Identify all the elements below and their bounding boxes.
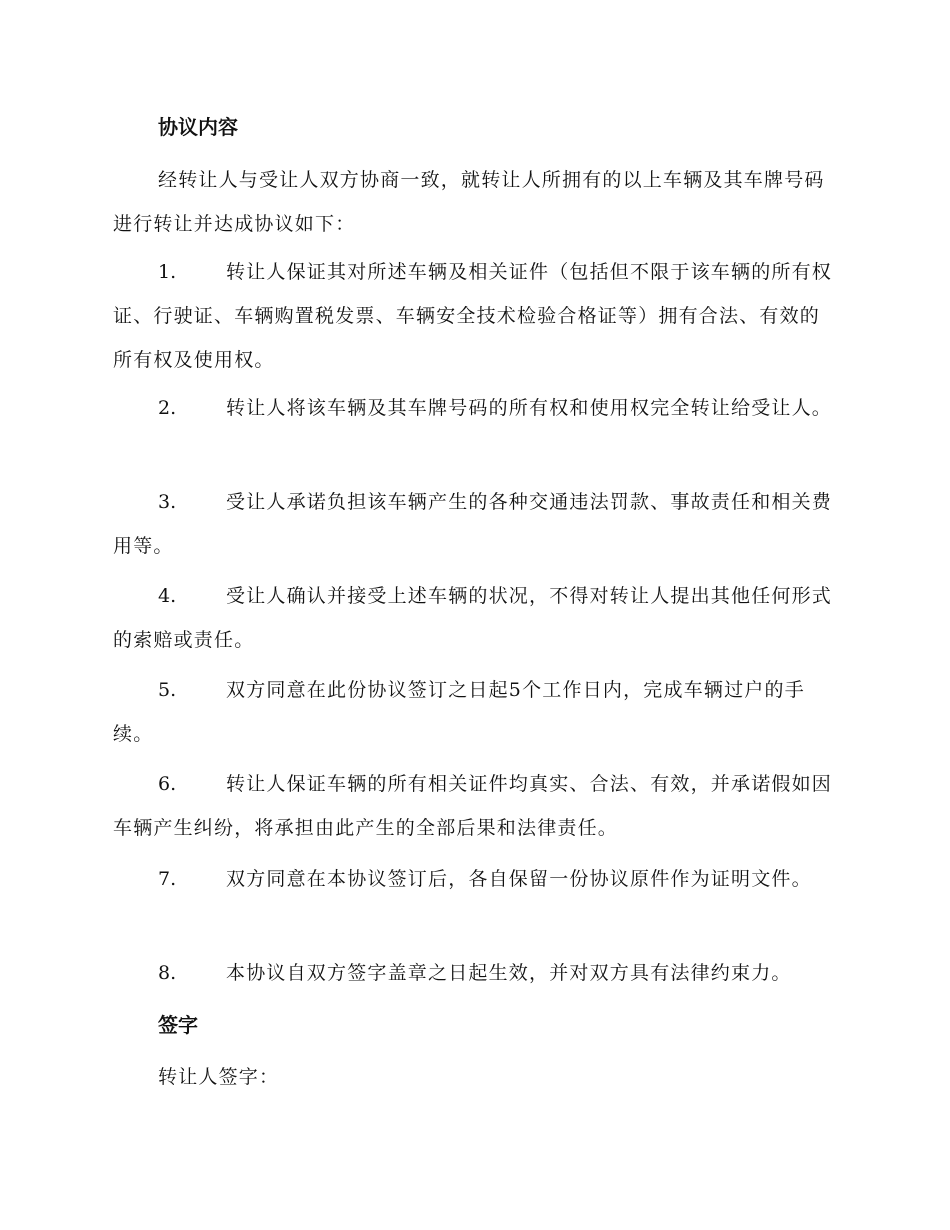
clause-text: 转让人将该车辆及其车牌号码的所有权和使用权完全转让给受让人。 — [226, 397, 833, 419]
clause-text: 受让人确认并接受上述车辆的状况，不得对转让人提出其他任何形式的索赔或责任。 — [113, 585, 833, 651]
clause-3 — [113, 480, 833, 568]
clause-8 — [113, 951, 833, 995]
clause-1 — [113, 250, 833, 382]
transferor-signature-label: 转让人签字： — [158, 1066, 280, 1088]
clause-number: 2. — [158, 397, 177, 419]
clause-number: 7. — [158, 868, 177, 890]
intro-paragraph: 经转让人与受让人双方协商一致，就转让人所拥有的以上车辆及其车牌号码进行转让并达成协议如下： — [113, 169, 825, 235]
clause-text: 转让人保证车辆的所有相关证件均真实、合法、有效，并承诺假如因车辆产生纠纷，将承担由此产生的全部后果和法律责任。 — [113, 773, 833, 839]
clause-number: 4. — [158, 585, 177, 607]
clause-text: 受让人承诺负担该车辆产生的各种交通违法罚款、事故责任和相关费用等。 — [113, 491, 833, 557]
clause-number: 3. — [158, 491, 177, 513]
clause-text: 本协议自双方签字盖章之日起生效，并对双方具有法律约束力。 — [226, 962, 792, 984]
clause-number: 8. — [158, 962, 177, 984]
clause-text: 转让人保证其对所述车辆及相关证件（包括但不限于该车辆的所有权证、行驶证、车辆购置税发票、车辆安全技术检验合格证等）拥有合法、有效的所有权及使用权。 — [113, 261, 833, 371]
section-title: 协议内容 — [158, 115, 238, 139]
clause-number: 6. — [158, 773, 177, 795]
clause-5 — [113, 668, 833, 756]
clause-number: 5. — [158, 679, 177, 701]
clause-text: 双方同意在本协议签订后，各自保留一份协议原件作为证明文件。 — [226, 868, 812, 890]
clause-text: 双方同意在此份协议签订之日起5个工作日内，完成车辆过户的手续。 — [113, 679, 805, 745]
clause-6 — [113, 762, 833, 850]
clause-2 — [113, 386, 833, 430]
signature-title: 签字 — [158, 1013, 198, 1037]
clause-4 — [113, 574, 833, 662]
clause-7 — [113, 857, 833, 901]
clause-number: 1. — [158, 261, 177, 283]
